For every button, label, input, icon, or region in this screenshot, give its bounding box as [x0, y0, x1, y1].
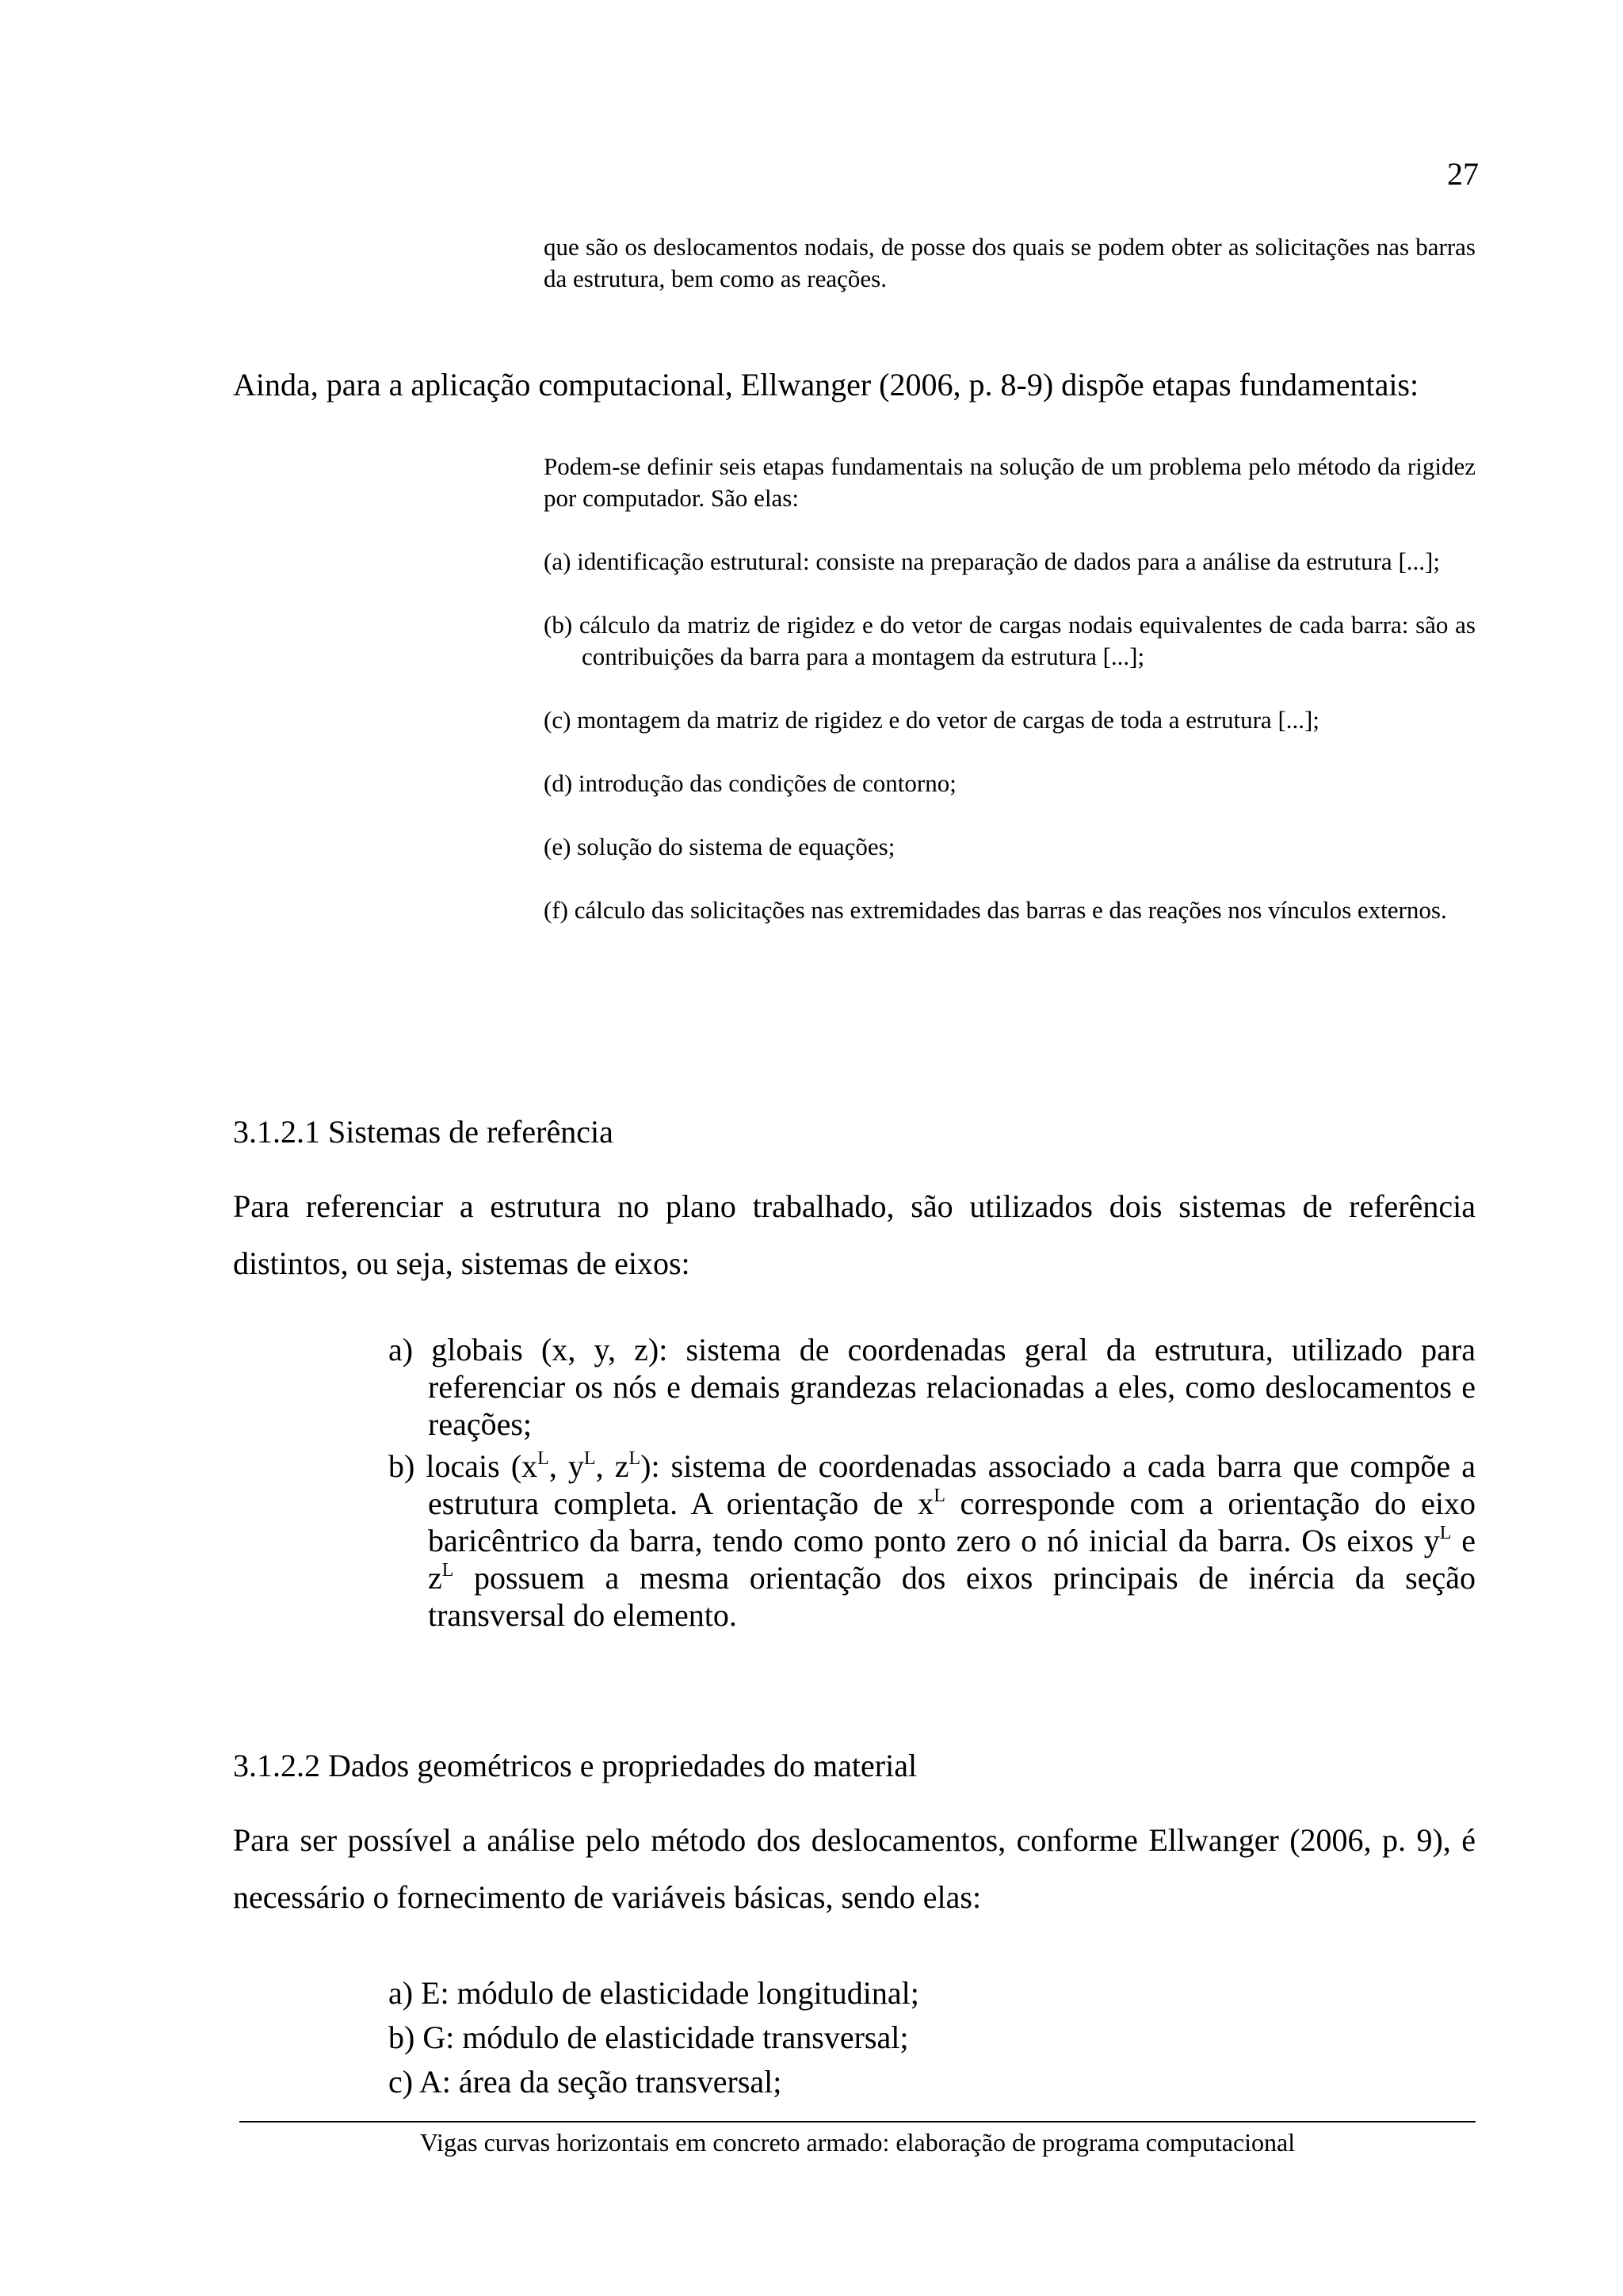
item-text: e z — [428, 1523, 1476, 1596]
reference-systems-list — [388, 1331, 1476, 1634]
quote-text: que são os deslocamentos nodais, de posse dos quais se podem obter as solicitações nas barras da estrutura, bem como as reações. — [544, 233, 1476, 292]
step-item-c: (c) montagem da matriz de rigidez e do vetor de cargas de toda a estrutura [...]; — [544, 706, 1319, 734]
superscript-l: L — [441, 1560, 454, 1581]
section-heading-reference-systems: 3.1.2.1 Sistemas de referência — [233, 1114, 613, 1150]
footer-title: Vigas curvas horizontais em concreto armado: elaboração de programa computacional — [419, 2128, 1296, 2157]
step-item-e: (e) solução do sistema de equações; — [544, 833, 896, 860]
superscript-l: L — [583, 1448, 596, 1469]
list-item-global: a) globais (x, y, z): sistema de coordenadas geral da estrutura, utilizado para referenciar os nós e demais grandezas relacionadas a eles, como deslocamentos e reações; — [388, 1332, 1476, 1442]
superscript-l: L — [1439, 1523, 1452, 1543]
list-item-g: b) G: módulo de elasticidade transversal; — [388, 2019, 909, 2055]
item-text: ): sistema de coordenadas associado a cada barra que compõe a estrutura completa. A orientação de x — [428, 1448, 1476, 1521]
footer-divider — [239, 2121, 1476, 2122]
step-item-a: (a) identificação estrutural: consiste na preparação de dados para a análise da estrutura [...]; — [544, 547, 1440, 575]
variables-list — [388, 1971, 919, 2104]
page-number: 27 — [1447, 156, 1479, 192]
paragraph-geometric-data: Para ser possível a análise pelo método dos deslocamentos, conforme Ellwanger (2006, p. 9), é necessário o fornecimento de variáveis básicas, sendo elas: — [233, 1822, 1476, 1915]
step-item-f: (f) cálculo das solicitações nas extremidades das barras e das reações nos vínculos externos. — [544, 896, 1447, 924]
item-text: , z — [595, 1448, 629, 1484]
section-heading-geometric-data: 3.1.2.2 Dados geométricos e propriedades do material — [233, 1748, 918, 1783]
paragraph-intro-steps: Ainda, para a aplicação computacional, Ellwanger (2006, p. 8-9) dispõe etapas fundamentais: — [233, 367, 1419, 402]
item-text: possuem a mesma orientação dos eixos principais de inércia da seção transversal do elemento. — [428, 1560, 1476, 1633]
quote-intro: Podem-se definir seis etapas fundamentais na solução de um problema pelo método da rigidez por computador. São elas: — [544, 452, 1476, 512]
list-item-e: a) E: módulo de elasticidade longitudinal; — [388, 1975, 919, 2011]
item-text: , y — [548, 1448, 584, 1484]
block-quote-steps — [544, 451, 1476, 926]
item-text: corresponde com a orientação do eixo baricêntrico da barra, tendo como ponto zero o nó inicial da barra. Os eixos y — [428, 1486, 1476, 1558]
superscript-l: L — [934, 1486, 945, 1506]
list-item-a: c) A: área da seção transversal; — [388, 2064, 782, 2100]
paragraph-reference-systems: Para referenciar a estrutura no plano trabalhado, são utilizados dois sistemas de referência distintos, ou seja, sistemas de eixos: — [233, 1188, 1476, 1281]
block-quote-continuation — [544, 231, 1476, 295]
list-item-local — [388, 1447, 1476, 1634]
superscript-l: L — [537, 1448, 549, 1469]
step-item-d: (d) introdução das condições de contorno; — [544, 769, 957, 797]
step-item-b: (b) cálculo da matriz de rigidez e do vetor de cargas nodais equivalentes de cada barra: são as contribuições da barra para a montagem da estrutura [...]; — [544, 611, 1476, 670]
superscript-l: L — [628, 1448, 641, 1469]
item-text: b) locais (x — [388, 1448, 538, 1484]
